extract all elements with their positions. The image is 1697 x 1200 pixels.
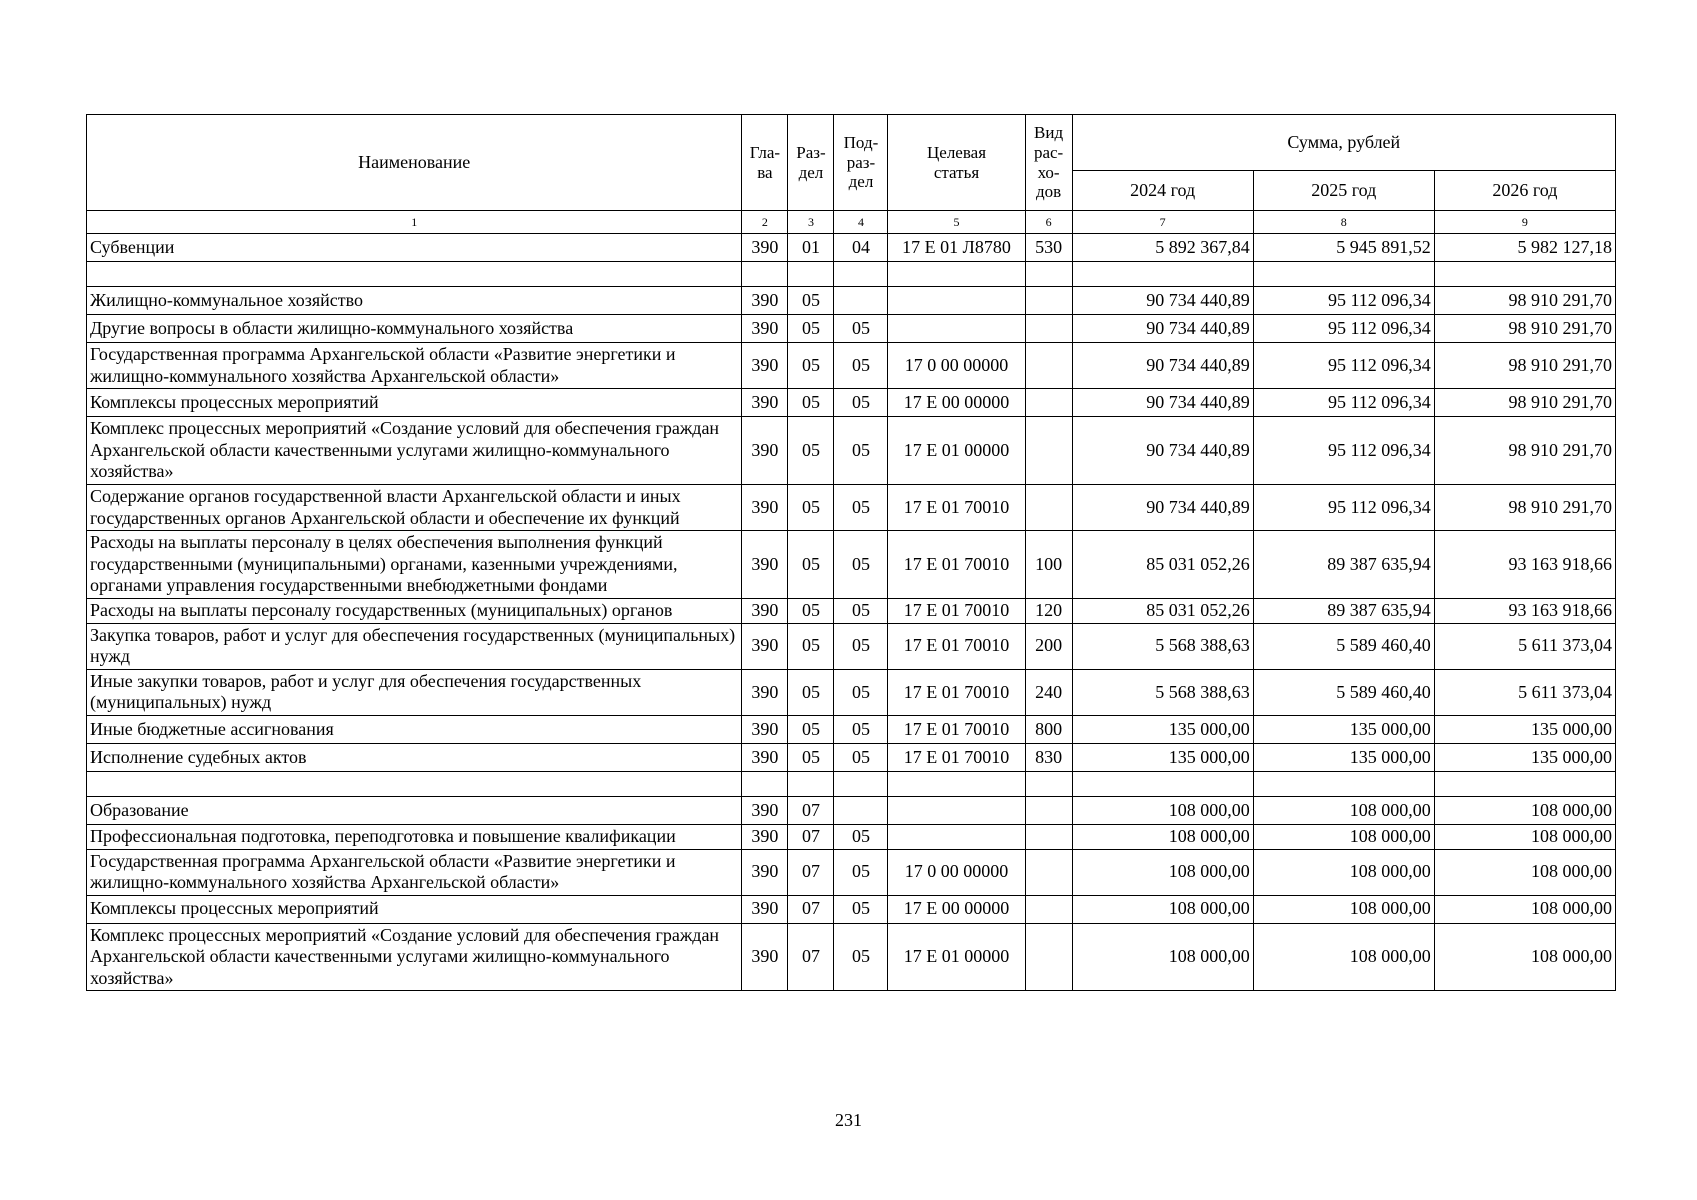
table-body	[87, 234, 1616, 991]
header-year-2025: 2025 год	[1253, 171, 1434, 211]
budget-table	[86, 114, 1616, 991]
cell-expense-type: 100	[1025, 531, 1072, 599]
cell-section: 07	[788, 923, 834, 991]
cell-sum-2025: 89 387 635,94	[1253, 531, 1434, 599]
cell-section: 05	[788, 743, 834, 771]
cell-name: Профессиональная подготовка, переподготовка и повышение квалификации	[87, 824, 742, 849]
table-row	[87, 417, 1616, 485]
cell-chapter: 390	[742, 669, 788, 715]
cell-section: 07	[788, 824, 834, 849]
cell-name: Государственная программа Архангельской области «Развитие энергетики и жилищно-коммунального хозяйства Архангельской области»	[87, 849, 742, 895]
cell-target-article: 17 Е 00 00000	[888, 389, 1025, 417]
cell-subsection: 05	[834, 343, 888, 389]
cell-section: 05	[788, 389, 834, 417]
cell-section: 05	[788, 598, 834, 623]
cell-sum-2026: 98 910 291,70	[1434, 287, 1615, 315]
cell-subsection: 05	[834, 895, 888, 923]
cell-section: 05	[788, 715, 834, 743]
header-target-text: Целевая статья	[927, 142, 987, 182]
header-subsection	[834, 115, 888, 211]
cell-sum-2024: 85 031 052,26	[1072, 598, 1253, 623]
cell-name: Закупка товаров, работ и услуг для обеспечения государственных (муниципальных) нужд	[87, 623, 742, 669]
spacer-row	[87, 771, 1616, 796]
cell-name: Субвенции	[87, 234, 742, 262]
cell-target-article: 17 Е 01 70010	[888, 623, 1025, 669]
cell-sum-2026: 5 982 127,18	[1434, 234, 1615, 262]
cell-target-article: 17 Е 01 70010	[888, 484, 1025, 530]
cell-name: Образование	[87, 796, 742, 824]
empty-cell	[834, 262, 888, 287]
header-chapter	[742, 115, 788, 211]
cell-target-article: 17 Е 00 00000	[888, 895, 1025, 923]
cell-chapter: 390	[742, 623, 788, 669]
cell-expense-type	[1025, 287, 1072, 315]
cell-chapter: 390	[742, 849, 788, 895]
cell-expense-type	[1025, 343, 1072, 389]
empty-cell	[1253, 771, 1434, 796]
cell-subsection: 05	[834, 389, 888, 417]
cell-sum-2026: 108 000,00	[1434, 923, 1615, 991]
cell-expense-type	[1025, 315, 1072, 343]
table-row	[87, 715, 1616, 743]
table-row	[87, 824, 1616, 849]
cell-sum-2024: 5 568 388,63	[1072, 669, 1253, 715]
cell-sum-2025: 108 000,00	[1253, 849, 1434, 895]
cell-chapter: 390	[742, 417, 788, 485]
cell-chapter: 390	[742, 315, 788, 343]
cell-name: Иные бюджетные ассигнования	[87, 715, 742, 743]
cell-subsection: 05	[834, 824, 888, 849]
cell-subsection: 05	[834, 923, 888, 991]
cell-target-article: 17 Е 01 70010	[888, 715, 1025, 743]
cell-sum-2026: 108 000,00	[1434, 824, 1615, 849]
cell-sum-2025: 135 000,00	[1253, 743, 1434, 771]
cell-target-article: 17 Е 01 70010	[888, 531, 1025, 599]
cell-section: 05	[788, 343, 834, 389]
cell-target-article: 17 Е 01 70010	[888, 669, 1025, 715]
table-row	[87, 895, 1616, 923]
table-row	[87, 287, 1616, 315]
cell-sum-2025: 95 112 096,34	[1253, 343, 1434, 389]
cell-name: Иные закупки товаров, работ и услуг для обеспечения государственных (муниципальных) нужд	[87, 669, 742, 715]
cell-sum-2025: 5 589 460,40	[1253, 669, 1434, 715]
empty-cell	[1072, 262, 1253, 287]
cell-name: Комплекс процессных мероприятий «Создание условий для обеспечения граждан Архангельской области качественными услугами жилищно-коммунального хозяйства»	[87, 923, 742, 991]
cell-chapter: 390	[742, 389, 788, 417]
cell-target-article: 17 Е 01 Л8780	[888, 234, 1025, 262]
column-number: 8	[1253, 211, 1434, 234]
cell-sum-2024: 90 734 440,89	[1072, 417, 1253, 485]
table-row	[87, 743, 1616, 771]
cell-sum-2024: 5 892 367,84	[1072, 234, 1253, 262]
column-number: 3	[788, 211, 834, 234]
cell-target-article: 17 Е 01 70010	[888, 743, 1025, 771]
cell-sum-2024: 108 000,00	[1072, 824, 1253, 849]
cell-section: 05	[788, 287, 834, 315]
page-number: 231	[835, 1110, 862, 1130]
cell-name: Исполнение судебных актов	[87, 743, 742, 771]
cell-target-article	[888, 824, 1025, 849]
header-year-2026: 2026 год	[1434, 171, 1615, 211]
cell-target-article	[888, 287, 1025, 315]
cell-sum-2025: 95 112 096,34	[1253, 417, 1434, 485]
empty-cell	[87, 262, 742, 287]
cell-expense-type: 800	[1025, 715, 1072, 743]
cell-subsection: 04	[834, 234, 888, 262]
table-row	[87, 343, 1616, 389]
header-section-text: Раз- дел	[796, 142, 826, 182]
table-row	[87, 796, 1616, 824]
cell-subsection: 05	[834, 531, 888, 599]
cell-subsection: 05	[834, 417, 888, 485]
cell-name: Содержание органов государственной власти Архангельской области и иных государственных органов Архангельской области и обеспечение их функций	[87, 484, 742, 530]
cell-section: 05	[788, 623, 834, 669]
cell-sum-2026: 93 163 918,66	[1434, 598, 1615, 623]
cell-target-article	[888, 315, 1025, 343]
cell-section: 05	[788, 417, 834, 485]
cell-sum-2025: 89 387 635,94	[1253, 598, 1434, 623]
cell-sum-2025: 95 112 096,34	[1253, 287, 1434, 315]
cell-sum-2024: 90 734 440,89	[1072, 287, 1253, 315]
cell-subsection: 05	[834, 669, 888, 715]
cell-sum-2026: 108 000,00	[1434, 895, 1615, 923]
cell-sum-2026: 98 910 291,70	[1434, 315, 1615, 343]
cell-target-article: 17 Е 01 00000	[888, 417, 1025, 485]
header-expense-type	[1025, 115, 1072, 211]
cell-sum-2026: 108 000,00	[1434, 849, 1615, 895]
cell-sum-2026: 93 163 918,66	[1434, 531, 1615, 599]
cell-expense-type: 120	[1025, 598, 1072, 623]
spacer-row	[87, 262, 1616, 287]
cell-chapter: 390	[742, 234, 788, 262]
column-number: 5	[888, 211, 1025, 234]
table-row	[87, 484, 1616, 530]
column-number: 6	[1025, 211, 1072, 234]
cell-sum-2024: 108 000,00	[1072, 849, 1253, 895]
cell-chapter: 390	[742, 796, 788, 824]
cell-chapter: 390	[742, 531, 788, 599]
cell-section: 05	[788, 531, 834, 599]
table-row	[87, 315, 1616, 343]
cell-sum-2025: 5 945 891,52	[1253, 234, 1434, 262]
cell-expense-type	[1025, 389, 1072, 417]
empty-cell	[1253, 262, 1434, 287]
cell-sum-2025: 108 000,00	[1253, 895, 1434, 923]
cell-name: Комплексы процессных мероприятий	[87, 389, 742, 417]
cell-target-article: 17 0 00 00000	[888, 849, 1025, 895]
empty-cell	[742, 262, 788, 287]
cell-subsection: 05	[834, 849, 888, 895]
table-row	[87, 531, 1616, 599]
empty-cell	[1072, 771, 1253, 796]
cell-chapter: 390	[742, 743, 788, 771]
column-number: 7	[1072, 211, 1253, 234]
cell-name: Комплекс процессных мероприятий «Создание условий для обеспечения граждан Архангельской области качественными услугами жилищно-коммунального хозяйства»	[87, 417, 742, 485]
cell-sum-2026: 135 000,00	[1434, 743, 1615, 771]
cell-expense-type	[1025, 849, 1072, 895]
cell-expense-type	[1025, 923, 1072, 991]
empty-cell	[87, 771, 742, 796]
cell-sum-2024: 85 031 052,26	[1072, 531, 1253, 599]
cell-section: 07	[788, 796, 834, 824]
empty-cell	[788, 262, 834, 287]
cell-sum-2024: 135 000,00	[1072, 715, 1253, 743]
cell-name: Другие вопросы в области жилищно-коммунального хозяйства	[87, 315, 742, 343]
cell-target-article: 17 0 00 00000	[888, 343, 1025, 389]
cell-chapter: 390	[742, 484, 788, 530]
cell-sum-2025: 95 112 096,34	[1253, 389, 1434, 417]
cell-name: Расходы на выплаты персоналу государственных (муниципальных) органов	[87, 598, 742, 623]
cell-expense-type	[1025, 895, 1072, 923]
empty-cell	[742, 771, 788, 796]
empty-cell	[1025, 262, 1072, 287]
table-row	[87, 669, 1616, 715]
empty-cell	[888, 262, 1025, 287]
cell-section: 01	[788, 234, 834, 262]
cell-sum-2026: 98 910 291,70	[1434, 389, 1615, 417]
cell-expense-type	[1025, 417, 1072, 485]
table-row	[87, 923, 1616, 991]
cell-sum-2025: 95 112 096,34	[1253, 315, 1434, 343]
header-name: Наименование	[87, 115, 742, 211]
cell-sum-2024: 90 734 440,89	[1072, 315, 1253, 343]
cell-name: Расходы на выплаты персоналу в целях обеспечения выполнения функций государственными (муниципальными) органами, казенными учреждениями, органами управления государственными внебюджетными фондами	[87, 531, 742, 599]
cell-sum-2025: 5 589 460,40	[1253, 623, 1434, 669]
cell-target-article	[888, 796, 1025, 824]
cell-sum-2024: 108 000,00	[1072, 923, 1253, 991]
cell-sum-2025: 95 112 096,34	[1253, 484, 1434, 530]
cell-name: Жилищно-коммунальное хозяйство	[87, 287, 742, 315]
cell-name: Государственная программа Архангельской области «Развитие энергетики и жилищно-коммунального хозяйства Архангельской области»	[87, 343, 742, 389]
cell-expense-type: 200	[1025, 623, 1072, 669]
cell-sum-2024: 5 568 388,63	[1072, 623, 1253, 669]
cell-section: 05	[788, 484, 834, 530]
cell-sum-2026: 5 611 373,04	[1434, 623, 1615, 669]
cell-sum-2024: 108 000,00	[1072, 895, 1253, 923]
empty-cell	[788, 771, 834, 796]
cell-subsection	[834, 796, 888, 824]
cell-sum-2024: 90 734 440,89	[1072, 389, 1253, 417]
header-chapter-text: Гла- ва	[749, 142, 781, 182]
cell-sum-2026: 135 000,00	[1434, 715, 1615, 743]
cell-chapter: 390	[742, 895, 788, 923]
table-row	[87, 389, 1616, 417]
cell-sum-2024: 90 734 440,89	[1072, 343, 1253, 389]
column-number: 4	[834, 211, 888, 234]
cell-sum-2025: 108 000,00	[1253, 796, 1434, 824]
cell-chapter: 390	[742, 715, 788, 743]
cell-chapter: 390	[742, 343, 788, 389]
table-row	[87, 234, 1616, 262]
cell-expense-type: 530	[1025, 234, 1072, 262]
cell-sum-2024: 108 000,00	[1072, 796, 1253, 824]
empty-cell	[888, 771, 1025, 796]
empty-cell	[1434, 771, 1615, 796]
cell-sum-2026: 98 910 291,70	[1434, 417, 1615, 485]
cell-subsection: 05	[834, 598, 888, 623]
cell-expense-type	[1025, 796, 1072, 824]
column-number-row	[87, 211, 1616, 234]
cell-chapter: 390	[742, 824, 788, 849]
table-row	[87, 849, 1616, 895]
cell-sum-2026: 5 611 373,04	[1434, 669, 1615, 715]
cell-target-article: 17 Е 01 00000	[888, 923, 1025, 991]
cell-subsection: 05	[834, 743, 888, 771]
header-sum: Сумма, рублей	[1072, 115, 1615, 171]
cell-sum-2025: 108 000,00	[1253, 923, 1434, 991]
cell-sum-2026: 108 000,00	[1434, 796, 1615, 824]
cell-sum-2025: 108 000,00	[1253, 824, 1434, 849]
cell-chapter: 390	[742, 923, 788, 991]
cell-sum-2024: 90 734 440,89	[1072, 484, 1253, 530]
cell-section: 05	[788, 669, 834, 715]
cell-target-article: 17 Е 01 70010	[888, 598, 1025, 623]
cell-expense-type	[1025, 824, 1072, 849]
cell-section: 05	[788, 315, 834, 343]
cell-subsection: 05	[834, 315, 888, 343]
cell-sum-2026: 98 910 291,70	[1434, 343, 1615, 389]
cell-name: Комплексы процессных мероприятий	[87, 895, 742, 923]
table-row	[87, 623, 1616, 669]
cell-subsection: 05	[834, 623, 888, 669]
cell-section: 07	[788, 895, 834, 923]
column-number: 1	[87, 211, 742, 234]
cell-chapter: 390	[742, 287, 788, 315]
cell-subsection: 05	[834, 484, 888, 530]
cell-chapter: 390	[742, 598, 788, 623]
header-year-2024: 2024 год	[1072, 171, 1253, 211]
table-row	[87, 598, 1616, 623]
cell-subsection	[834, 287, 888, 315]
header-expense-type-text: Вид рас- хо- дов	[1033, 123, 1064, 202]
header-subsection-text: Под- раз- дел	[843, 133, 879, 192]
cell-sum-2025: 135 000,00	[1253, 715, 1434, 743]
cell-subsection: 05	[834, 715, 888, 743]
cell-expense-type: 830	[1025, 743, 1072, 771]
header-section	[788, 115, 834, 211]
empty-cell	[834, 771, 888, 796]
cell-sum-2026: 98 910 291,70	[1434, 484, 1615, 530]
empty-cell	[1434, 262, 1615, 287]
cell-expense-type	[1025, 484, 1072, 530]
empty-cell	[1025, 771, 1072, 796]
column-number: 9	[1434, 211, 1615, 234]
cell-expense-type: 240	[1025, 669, 1072, 715]
cell-sum-2024: 135 000,00	[1072, 743, 1253, 771]
cell-section: 07	[788, 849, 834, 895]
header-target-article	[888, 115, 1025, 211]
column-number: 2	[742, 211, 788, 234]
